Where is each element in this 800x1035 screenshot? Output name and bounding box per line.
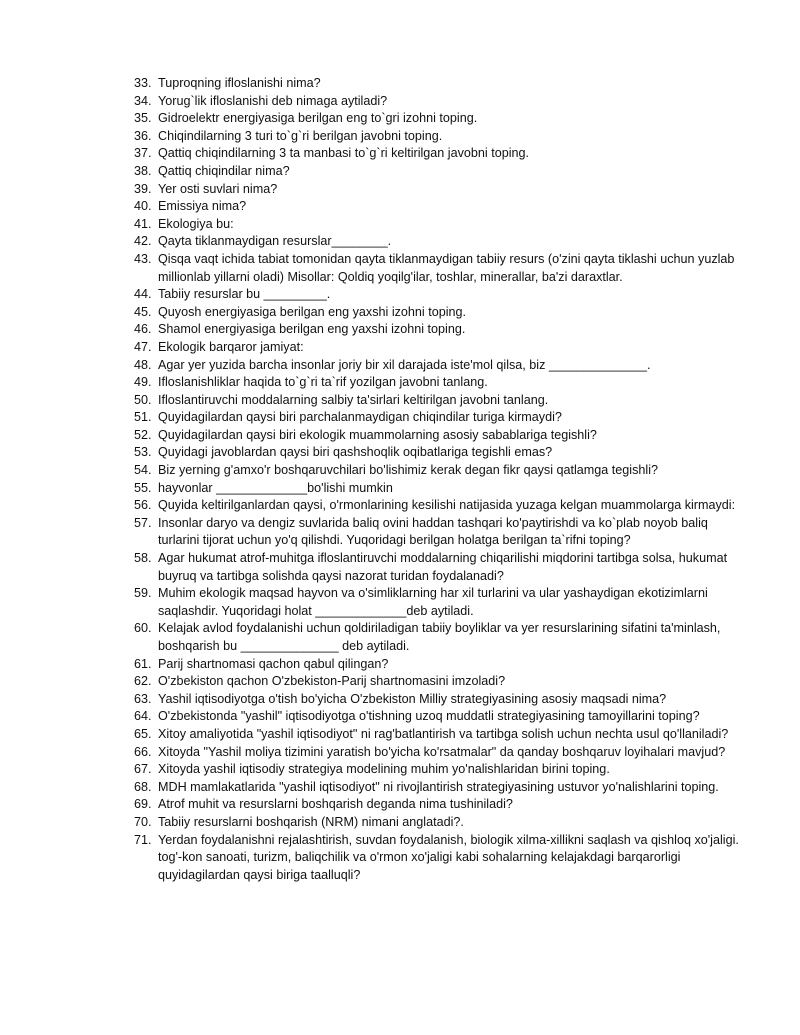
question-number: 63. — [134, 691, 152, 706]
question-text: MDH mamlakatlarida "yashil iqtisodiyot" ni rivojlantirish strategiyasining ustuvor yo'nalishlarini toping. — [158, 779, 719, 794]
question-number: 34. — [134, 93, 152, 108]
question-number: 45. — [134, 304, 152, 319]
question-text: O'zbekiston qachon O'zbekiston-Parij shartnomasini imzoladi? — [158, 674, 506, 689]
question-number: 58. — [134, 551, 152, 566]
question-number: 52. — [134, 427, 152, 442]
question-text: Quyidagilardan qaysi biri parchalanmaydigan chiqindilar turiga kirmaydi? — [158, 410, 562, 425]
question-text: Xitoyda "Yashil moliya tizimini yaratish bo'yicha ko'rsatmalar" da qanday boshqaruv loyihalari mavjud? — [158, 744, 726, 759]
question-item — [134, 814, 746, 832]
question-number: 50. — [134, 392, 152, 407]
question-text: Qayta tiklanmaydigan resurslar________. — [158, 234, 392, 249]
question-item — [134, 427, 746, 445]
question-text: Yer osti suvlari nima? — [158, 181, 278, 196]
question-item — [134, 691, 746, 709]
question-text: Insonlar daryo va dengiz suvlarida baliq ovini haddan tashqari ko'paytirishdi va ko`plab noyob baliq turlarini tijorat uchun yo'q qilishdi. Yuqoridagi berilgan holatga berilgan ta`rifni toping? — [158, 515, 708, 548]
question-text: Emissiya nima? — [158, 199, 247, 214]
question-item — [134, 251, 746, 286]
question-text: Xitoy amaliyotida "yashil iqtisodiyot" ni rag'batlantirish va tartibga solish uchun nechta usul qo'llaniladi? — [158, 726, 729, 741]
question-number: 66. — [134, 744, 152, 759]
question-item — [134, 75, 746, 93]
question-item — [134, 233, 746, 251]
question-item — [134, 620, 746, 655]
question-text: Atrof muhit va resurslarni boshqarish deganda nima tushiniladi? — [158, 797, 513, 812]
question-text: Agar hukumat atrof-muhitga ifloslantiruvchi moddalarning chiqarilishi miqdorini tartibga solsa, hukumat buyruq va tartibga solishda qaysi nazorat turidan foydalanadi? — [158, 551, 728, 583]
question-item — [134, 409, 746, 427]
question-item — [134, 761, 746, 779]
question-number: 41. — [134, 216, 152, 231]
question-text: Quyosh energiyasiga berilgan eng yaxshi izohni toping. — [158, 304, 467, 319]
question-number: 38. — [134, 163, 152, 178]
question-text: Gidroelektr energiyasiga berilgan eng to`gri izohni toping. — [158, 111, 478, 126]
question-text: Qisqa vaqt ichida tabiat tomonidan qayta tiklanmaydigan tabiiy resurs (o'zini qayta tiklashi uchun yuzlab millionlab yillarni oladi) Misollar: Qoldiq yoqilg'ilar, toshlar, minerallar, ba'zi daraxtlar. — [158, 251, 735, 284]
question-item — [134, 585, 746, 620]
question-number: 37. — [134, 146, 152, 161]
question-number: 51. — [134, 410, 152, 425]
question-number: 60. — [134, 621, 152, 636]
question-item — [134, 779, 746, 797]
question-number: 65. — [134, 726, 152, 741]
question-text: Muhim ekologik maqsad hayvon va o'simliklarning har xil turlarini va ular yashaydigan ekotizimlarni saqlashdir. Yuqoridagi holat _____________deb aytiladi. — [158, 586, 708, 618]
question-item — [134, 392, 746, 410]
question-item — [134, 656, 746, 674]
question-item — [134, 497, 746, 515]
question-text: Ekologiya bu: — [158, 216, 234, 231]
question-text: Quyida keltirilganlardan qaysi, o'rmonlarining kesilishi natijasida yuzaga kelgan muammolarga kirmaydi: — [158, 498, 736, 513]
question-item — [134, 216, 746, 234]
question-text: Parij shartnomasi qachon qabul qilingan? — [158, 656, 389, 671]
question-item — [134, 181, 746, 199]
question-item — [134, 163, 746, 181]
question-number: 42. — [134, 234, 152, 249]
question-text: O'zbekistonda "yashil" iqtisodiyotga o'tishning uzoq muddatli strategiyasining tamoyillarini toping? — [158, 709, 700, 724]
question-text: Ekologik barqaror jamiyat: — [158, 339, 304, 354]
question-item — [134, 374, 746, 392]
question-list — [134, 75, 746, 884]
question-number: 39. — [134, 181, 152, 196]
question-text: Yashil iqtisodiyotga o'tish bo'yicha O'zbekiston Milliy strategiyasining asosiy maqsadi nima? — [158, 691, 667, 706]
question-text: Yorug`lik ifloslanishi deb nimaga aytiladi? — [158, 93, 388, 108]
question-item — [134, 673, 746, 691]
question-text: Biz yerning g'amxo'r boshqaruvchilari bo'lishimiz kerak degan fikr qaysi qatlamga tegishli? — [158, 463, 659, 478]
question-item — [134, 515, 746, 550]
question-text: Ifloslanishliklar haqida to`g`ri ta`rif yozilgan javobni tanlang. — [158, 375, 488, 390]
question-text: Qattiq chiqindilar nima? — [158, 163, 290, 178]
question-item — [134, 110, 746, 128]
question-text: Chiqindilarning 3 turi to`g`ri berilgan javobni toping. — [158, 128, 443, 143]
question-number: 53. — [134, 445, 152, 460]
question-item — [134, 480, 746, 498]
question-text: Tabiiy resurslarni boshqarish (NRM) nimani anglatadi?. — [158, 814, 464, 829]
question-text: hayvonlar _____________bo'lishi mumkin — [158, 480, 393, 495]
question-number: 70. — [134, 814, 152, 829]
question-number: 71. — [134, 832, 152, 847]
question-text: Quyidagi javoblardan qaysi biri qashshoqlik oqibatlariga tegishli emas? — [158, 445, 553, 460]
question-number: 57. — [134, 515, 152, 530]
question-item — [134, 339, 746, 357]
question-number: 40. — [134, 199, 152, 214]
question-text: Kelajak avlod foydalanishi uchun qoldiriladigan tabiiy boyliklar va yer resurslarining sifatini ta'minlash, boshqarish bu ______________ deb aytiladi. — [158, 621, 721, 653]
question-number: 43. — [134, 251, 152, 266]
question-text: Ifloslantiruvchi moddalarning salbiy ta'sirlari keltirilgan javobni tanlang. — [158, 392, 549, 407]
question-number: 61. — [134, 656, 152, 671]
question-number: 54. — [134, 463, 152, 478]
question-item — [134, 198, 746, 216]
question-text: Agar yer yuzida barcha insonlar joriy bir xil darajada iste'mol qilsa, biz ______________. — [158, 357, 651, 372]
question-item — [134, 444, 746, 462]
question-number: 46. — [134, 322, 152, 337]
question-number: 33. — [134, 76, 152, 90]
question-number: 64. — [134, 709, 152, 724]
question-number: 68. — [134, 779, 152, 794]
question-item — [134, 726, 746, 744]
question-text: Tuproqning ifloslanishi nima? — [158, 76, 321, 90]
question-item — [134, 145, 746, 163]
question-item — [134, 462, 746, 480]
question-item — [134, 304, 746, 322]
question-number: 35. — [134, 111, 152, 126]
question-number: 59. — [134, 586, 152, 601]
question-number: 36. — [134, 128, 152, 143]
question-text: Quyidagilardan qaysi biri ekologik muammolarning asosiy sabablariga tegishli? — [158, 427, 597, 442]
question-number: 55. — [134, 480, 152, 495]
question-number: 48. — [134, 357, 152, 372]
question-text: Tabiiy resurslar bu _________. — [158, 287, 331, 302]
question-item — [134, 357, 746, 375]
question-item — [134, 286, 746, 304]
question-number: 67. — [134, 762, 152, 777]
question-item — [134, 128, 746, 146]
question-item — [134, 708, 746, 726]
question-number: 69. — [134, 797, 152, 812]
question-number: 56. — [134, 498, 152, 513]
question-number: 49. — [134, 375, 152, 390]
question-number: 47. — [134, 339, 152, 354]
question-item — [134, 832, 746, 885]
question-number: 44. — [134, 287, 152, 302]
question-item — [134, 744, 746, 762]
question-text: Shamol energiyasiga berilgan eng yaxshi izohni toping. — [158, 322, 466, 337]
question-item — [134, 550, 746, 585]
question-item — [134, 796, 746, 814]
question-text: Xitoyda yashil iqtisodiy strategiya modelining muhim yo'nalishlaridan birini toping. — [158, 762, 610, 777]
question-text: Qattiq chiqindilarning 3 ta manbasi to`g`ri keltirilgan javobni toping. — [158, 146, 530, 161]
question-text: Yerdan foydalanishni rejalashtirish, suvdan foydalanish, biologik xilma-xillikni saqlash va qishloq xo'jaligi. tog'-kon sanoati, turizm, baliqchilik va o'rmon xo'jaligi kabi sohalarning kelajakdagi barqarorligi quyidagilardan qaysi biriga taalluqli? — [158, 832, 739, 882]
question-item — [134, 321, 746, 339]
question-number: 62. — [134, 674, 152, 689]
question-item — [134, 93, 746, 111]
